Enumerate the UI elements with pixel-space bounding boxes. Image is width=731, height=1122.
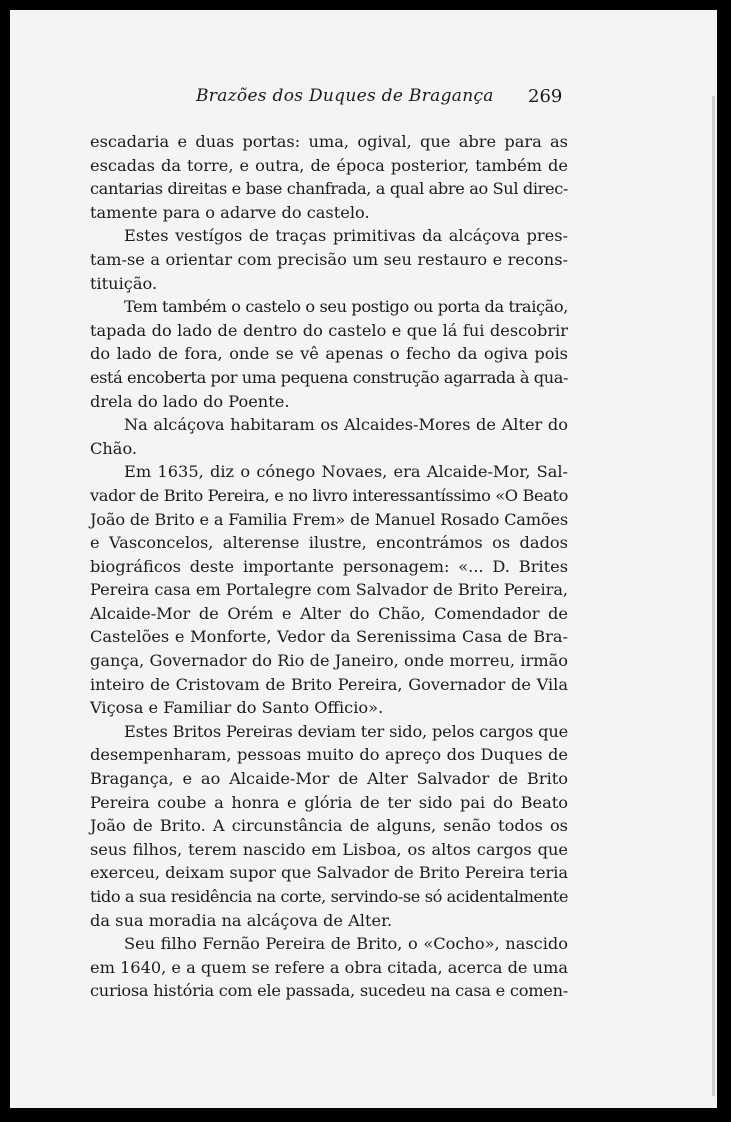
- text-line: do lado de fora, onde se vê apenas o fecho da ogiva pois: [90, 344, 568, 364]
- text-line: Castelões e Monforte, Vedor da Serenissima Casa de Bra-: [90, 627, 568, 647]
- text-line: Bragança, e ao Alcaide-Mor de Alter Salvador de Brito: [90, 769, 568, 789]
- text-line: Estes Britos Pereiras deviam ter sido, pelos cargos que: [124, 721, 568, 741]
- running-title: Brazões dos Duques de Bragança: [196, 86, 494, 106]
- text-line: Viçosa e Familiar do Santo Officio».: [90, 698, 384, 718]
- text-line: curiosa história com ele passada, sucedeu na casa e comen-: [90, 981, 569, 1001]
- text-line: da sua moradia na alcáçova de Alter.: [90, 910, 393, 930]
- text-line: Pereira coube a honra e glória de ter sido pai do Beato: [90, 792, 568, 812]
- text-line: escadas da torre, e outra, de época posterior, também de: [90, 155, 568, 175]
- text-line: tam-se a orientar com precisão um seu restauro e recons-: [90, 249, 568, 269]
- text-line: Pereira casa em Portalegre com Salvador de Brito Pereira,: [90, 580, 569, 600]
- text-line: e Vasconcelos, alterense ilustre, encontrámos os dados: [90, 533, 568, 553]
- book-page: [10, 10, 717, 1108]
- text-line: tituição.: [90, 273, 158, 293]
- text-line: gança, Governador do Rio de Janeiro, onde morreu, irmão: [90, 651, 568, 671]
- page-number: 269: [528, 86, 563, 107]
- text-line: tapada do lado de dentro do castelo e que lá fui descobrir: [90, 320, 568, 340]
- page-edge-shadow: [712, 96, 715, 1096]
- text-line: drela do lado do Poente.: [90, 391, 290, 411]
- text-line: Chão.: [90, 438, 138, 458]
- text-line: cantarias direitas e base chanfrada, a qual abre ao Sul direc-: [90, 179, 568, 199]
- text-line: tido a sua residência na corte, servindo-se só acidentalmente: [90, 887, 569, 906]
- text-line: Tem também o castelo o seu postigo ou porta da traição,: [124, 297, 569, 317]
- body-text: [90, 130, 568, 1003]
- text-line: escadaria e duas portas: uma, ogival, que abre para as: [90, 132, 568, 151]
- text-line: Estes vestígos de traças primitivas da alcáçova pres-: [124, 226, 568, 246]
- text-line: seus filhos, terem nascido em Lisboa, os altos cargos que: [90, 839, 568, 859]
- running-header: [10, 86, 717, 116]
- text-line: exerceu, deixam supor que Salvador de Brito Pereira teria: [90, 863, 569, 883]
- text-line: Alcaide-Mor de Orém e Alter do Chão, Comendador de: [90, 603, 568, 623]
- text-line: está encoberta por uma pequena construção agarrada à qua-: [90, 367, 568, 387]
- text-line: inteiro de Cristovam de Brito Pereira, Governador de Vila: [90, 674, 568, 694]
- text-line: Seu filho Fernão Pereira de Brito, o «Cocho», nascido: [124, 934, 568, 954]
- text-line: tamente para o adarve do castelo.: [90, 202, 370, 222]
- text-line: Na alcáçova habitaram os Alcaides-Mores de Alter do: [124, 415, 568, 435]
- text-line: desempenharam, pessoas muito do apreço dos Duques de: [90, 745, 568, 765]
- text-line: João de Brito. A circunstância de alguns, senão todos os: [90, 816, 568, 836]
- text-line: Em 1635, diz o cónego Novaes, era Alcaide-Mor, Sal-: [124, 462, 568, 482]
- text-line: vador de Brito Pereira, e no livro interessantíssimo «O Beato: [90, 485, 569, 505]
- text-line: biográficos deste importante personagem: «... D. Brites: [90, 556, 568, 576]
- text-line: em 1640, e a quem se refere a obra citada, acerca de uma: [90, 957, 568, 977]
- text-line: João de Brito e a Familia Frem» de Manuel Rosado Camões: [90, 509, 569, 529]
